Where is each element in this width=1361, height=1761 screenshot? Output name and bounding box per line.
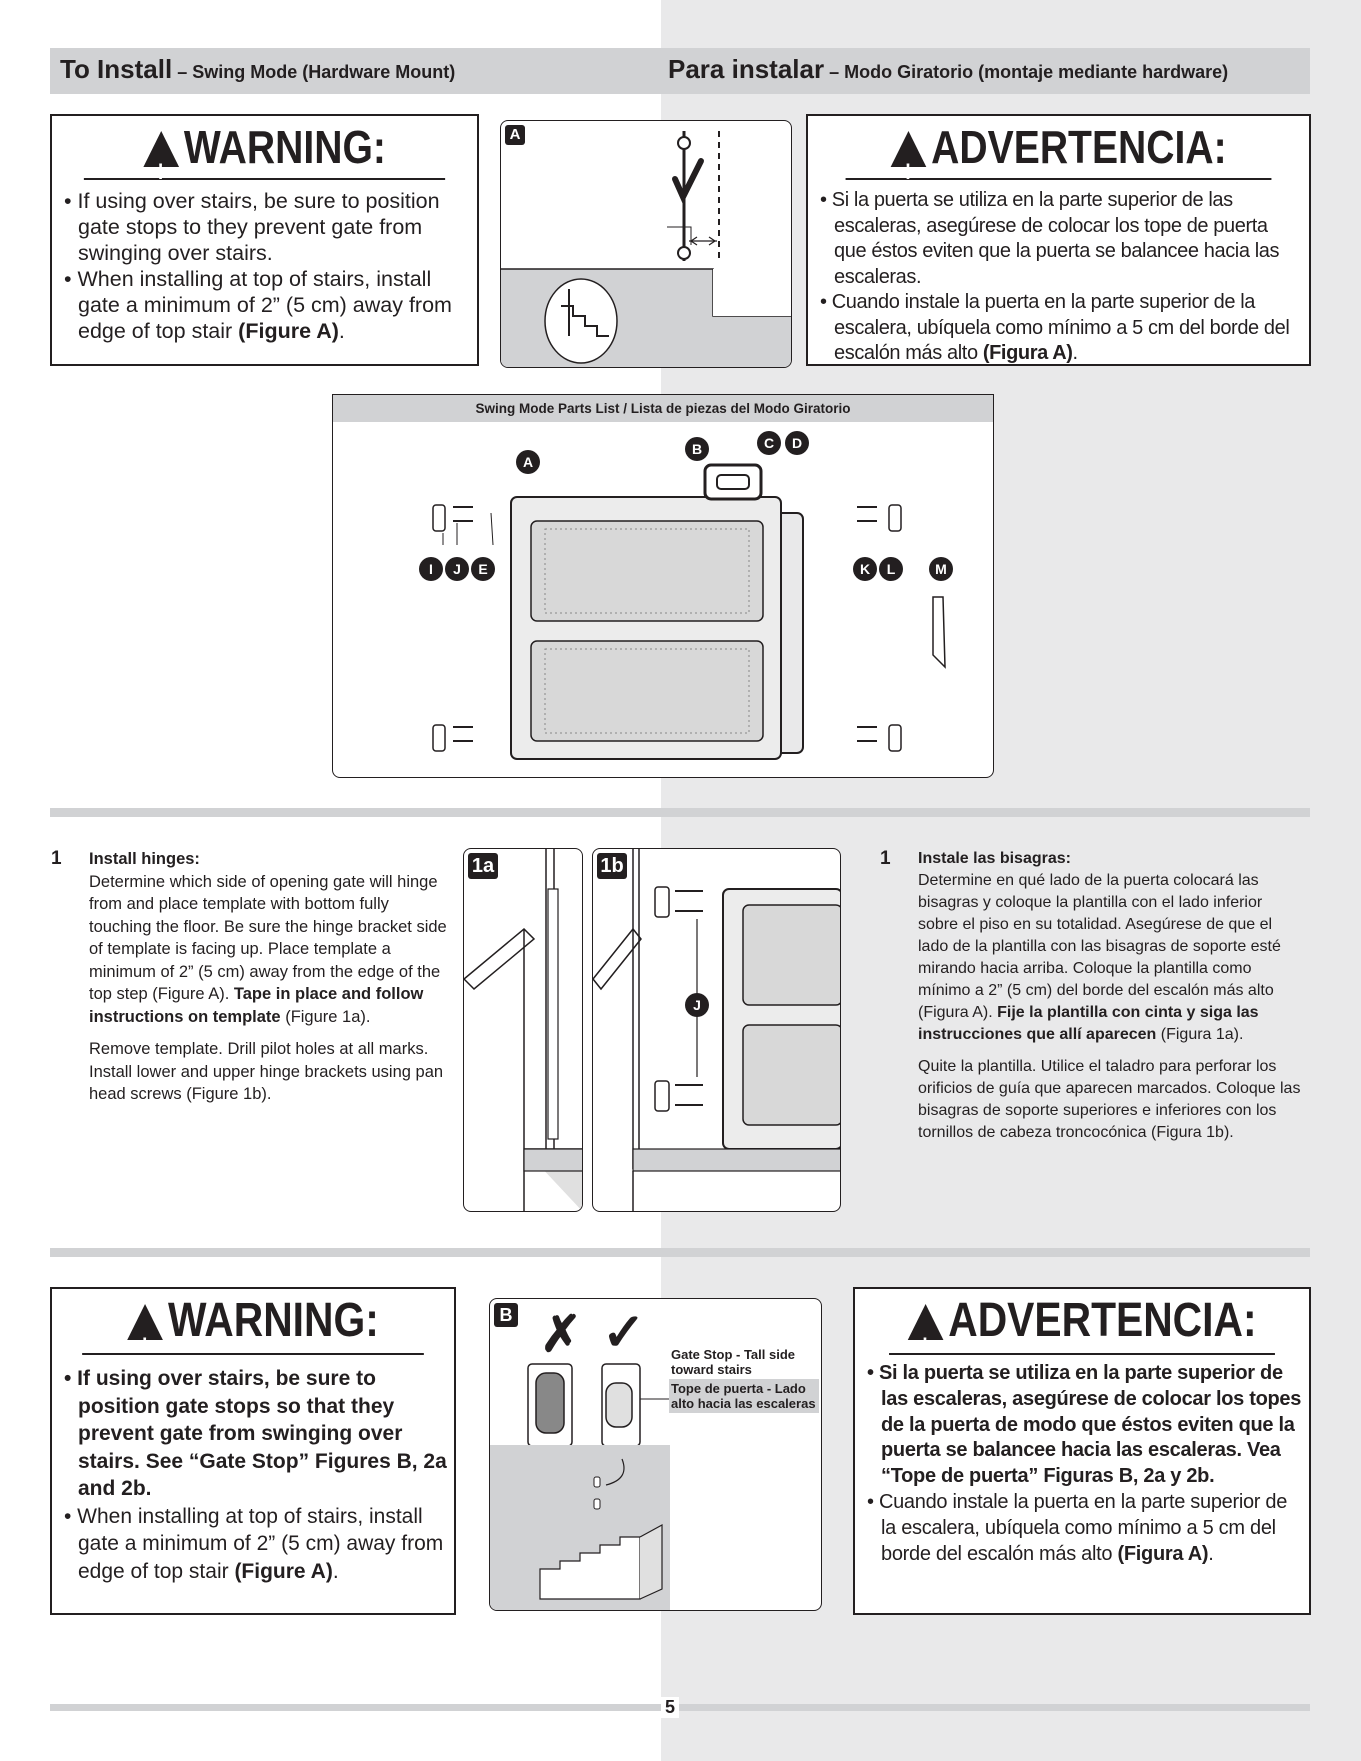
- header-spanish: [668, 54, 1228, 85]
- part-label-l: L: [879, 557, 903, 581]
- advertencia-title: [846, 116, 1272, 184]
- header-english: [60, 54, 455, 85]
- part-label-j: J: [445, 557, 469, 581]
- figure-b-label: B: [494, 1303, 518, 1327]
- part-label-i: I: [419, 557, 443, 581]
- step-paragraph-2: Remove template. Drill pilot holes at all marks. Install lower and upper hinge brackets using pan head screws (Figure 1b).: [89, 1040, 444, 1103]
- warning-body: [52, 180, 477, 344]
- advertencia-title-text: ADVERTENCIA:: [931, 121, 1227, 173]
- step-paragraph-1-text: Determine en qué lado de la puerta colocará las bisagras y coloque la plantilla con el lado inferior sobre el piso en su totalidad. Asegúrese de que el lado de la plantilla con las bisagras de soporte esté mirando hacia arriba. Coloque la plantilla como mínimo a 2” (5 cm) del borde del escalón más alto (Figura A).: [918, 872, 1281, 1021]
- section-divider-2: [50, 1248, 1310, 1257]
- header-title-es: Para instalar: [668, 54, 825, 84]
- warning-bullet-2-end: .: [332, 1559, 339, 1583]
- step-paragraph-1: [918, 870, 1303, 1046]
- advertencia-bullet-2-ref: (Figura A): [1117, 1542, 1209, 1565]
- parts-illustration: [333, 395, 994, 778]
- parts-list-title: Swing Mode Parts List / Lista de piezas del Modo Giratorio: [333, 395, 993, 422]
- step-paragraph-1-end: (Figura 1a).: [1156, 1026, 1244, 1043]
- figure-1b: [592, 848, 841, 1212]
- step-number: 1: [51, 848, 62, 869]
- warning-bullet-2: [60, 266, 471, 344]
- warning-icon: !: [907, 1304, 943, 1340]
- figure-1b-label: 1b: [597, 853, 627, 879]
- parts-list-panel: [332, 394, 994, 778]
- advertencia-bullet-2: [816, 290, 1303, 367]
- advertencia-box-1: [806, 114, 1311, 366]
- footer-rule: [50, 1704, 1310, 1711]
- advertencia-box-2: [853, 1287, 1311, 1615]
- warning-box-2: [50, 1287, 456, 1615]
- figure-1a-illustration: [464, 849, 583, 1212]
- advertencia-title-text: ADVERTENCIA:: [948, 1294, 1257, 1347]
- step-number: 1: [880, 848, 891, 869]
- advertencia-bullet-2-text: • Cuando instale la puerta en la parte superior de la escalera, ubíquela como mínimo a 5 cm del borde del escalón más alto: [867, 1490, 1288, 1565]
- advertencia-bullet-2: [863, 1490, 1303, 1567]
- header-subtitle-es: – Modo Giratorio (montaje mediante hardware): [824, 62, 1229, 82]
- advertencia-bullet-2-end: .: [1208, 1542, 1214, 1565]
- warning-bullet-2-ref: (Figure A): [238, 319, 339, 343]
- step-paragraph-1-end: (Figure 1a).: [280, 1007, 371, 1026]
- figure-1a: [463, 848, 583, 1212]
- part-label-e: E: [471, 557, 495, 581]
- warning-icon: !: [127, 1304, 163, 1340]
- advertencia-title: [889, 1289, 1275, 1358]
- figure-b: [489, 1298, 822, 1611]
- figure-1a-label: 1a: [468, 853, 498, 879]
- warning-icon: !: [143, 131, 179, 167]
- figure-1b-illustration: [593, 849, 841, 1212]
- warning-bullet-2-text: • When installing at top of stairs, install gate a minimum of 2” (5 cm) away from edge of top stair: [64, 267, 452, 343]
- advertencia-bullet-2-ref: (Figura A): [982, 342, 1073, 364]
- warning-title-text: WARNING:: [168, 1294, 379, 1347]
- advertencia-bullet-2-end: .: [1072, 342, 1078, 364]
- warning-box-1: [50, 114, 479, 366]
- step-heading: Install hinges:: [89, 850, 200, 868]
- warning-title-text: WARNING:: [183, 121, 386, 173]
- advertencia-body: [808, 180, 1309, 367]
- advertencia-bullet-1: • Si la puerta se utiliza en la parte superior de las escaleras, asegúrese de colocar los topes de la puerta de modo que éstos eviten que la puerta se balancee hacia las escaleras. Vea “Tope de puerta” Figuras B, 2a y 2b.: [867, 1362, 1302, 1488]
- warning-bullet-2-ref: (Figure A): [234, 1559, 333, 1583]
- advertencia-bullet-1: • Si la puerta se utiliza en la parte superior de las escaleras, asegúrese de colocar los tope de puerta que éstos eviten que la puerta se balancee hacia las escaleras.: [820, 189, 1280, 288]
- header-subtitle-en: – Swing Mode (Hardware Mount): [172, 62, 456, 82]
- part-label-k: K: [853, 557, 877, 581]
- part-label-c: C: [757, 431, 781, 455]
- part-label-b: B: [685, 437, 709, 461]
- part-label-a: A: [516, 450, 540, 474]
- warning-bullet-2-end: .: [338, 319, 345, 343]
- gate-stop-caption-en: Gate Stop - Tall side toward stairs: [671, 1347, 796, 1377]
- step-paragraph-1-text: Determine which side of opening gate will hinge from and place template with bottom fully touching the floor. Be sure the hinge bracket side of template is facing up. Place template a minimum of 2” (5 cm) away from the edge of the top step (Figure A).: [89, 872, 447, 1003]
- step-paragraph-1-bold: Tape in place and follow instructions on template: [89, 985, 424, 1026]
- warning-title: [82, 1289, 424, 1358]
- warning-bullet-2: [60, 1503, 448, 1586]
- step1-english: [51, 848, 451, 1116]
- advertencia-body: [855, 1355, 1309, 1567]
- gate-stop-caption-es: Tope de puerta - Lado alto hacia las escaleras: [669, 1379, 819, 1413]
- incorrect-mark-icon: ✗: [540, 1306, 582, 1362]
- step1-spanish: [880, 848, 1303, 1154]
- step-paragraph-1: [89, 871, 451, 1029]
- step-paragraph-2: Quite la plantilla. Utilice el taladro para perforar los orificios de guía que aparecen marcados. Coloque las bisagras de soporte superiores e inferiores con los tornillos de cabeza troncocónica (Figura 1b).: [918, 1058, 1301, 1141]
- figure-a-illustration: [501, 121, 792, 368]
- warning-bullet-1: • If using over stairs, be sure to position gate stops so that they prevent gate from swinging over stairs. See “Gate Stop” Figures B, 2a and 2b.: [64, 1367, 447, 1500]
- figure-a-label: A: [505, 125, 525, 145]
- correct-mark-icon: ✓: [602, 1304, 646, 1362]
- advertencia-bullet-2-text: • Cuando instale la puerta en la parte superior de la escalera, ubíquela como mínimo a 5 cm del borde del escalón más alto: [820, 291, 1290, 364]
- warning-bullet-2-text: • When installing at top of stairs, install gate a minimum of 2” (5 cm) away from edge of top stair: [64, 1504, 444, 1583]
- warning-icon: !: [890, 131, 926, 167]
- header-title-en: To Install: [60, 54, 173, 84]
- part-label-d: D: [785, 431, 809, 455]
- figure-b-illustration: [490, 1299, 822, 1611]
- page-number: 5: [661, 1697, 679, 1718]
- callout-j: J: [685, 993, 709, 1017]
- step-paragraph-1-bold: Fije la plantilla con cinta y siga las instrucciones que allí aparecen: [918, 1004, 1259, 1043]
- warning-bullet-1: • If using over stairs, be sure to position gate stops to they prevent gate from swinging over stairs.: [64, 189, 440, 265]
- warning-body: [52, 1355, 454, 1585]
- warning-title: [84, 116, 445, 184]
- step-heading: Instale las bisagras:: [918, 850, 1071, 867]
- section-divider-1: [50, 808, 1310, 817]
- figure-a: [500, 120, 792, 368]
- part-label-m: M: [929, 557, 953, 581]
